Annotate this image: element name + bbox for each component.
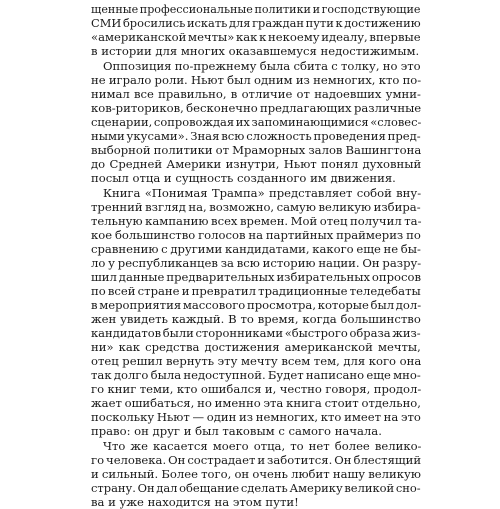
- paragraph-first-line: Оппозиция по-прежнему была сбита с толку, но это: [103, 58, 421, 73]
- text-line: го человека. Он сострадает и заботится. Он блестящий: [91, 453, 422, 468]
- text-line: право: он друг и был таковым с самого начала.: [91, 424, 382, 439]
- text-line: нимал все правильно, в отличие от надоевших умни-: [91, 86, 421, 101]
- text-line: го книг теми, кто ошибался и, честно говоря, продол-: [91, 382, 422, 397]
- text-line: щенные профессиональные политики и господствующие: [91, 2, 421, 16]
- paragraph-first-line: Что же касается моего отца, то нет более велико-: [103, 439, 422, 454]
- text-line: ков-риториков, бесконечно предлагающих различные: [91, 100, 422, 115]
- text-line: шил данные предварительных избирательных опросов: [91, 270, 422, 285]
- text-line: «американской мечты» как к некоему идеалу, впервые: [91, 30, 421, 45]
- text-line: сравнению с другими кандидатами, какого еще не бы-: [91, 242, 421, 256]
- text-line: ными укусами». Зная всю сложность проведения пред-: [91, 129, 421, 143]
- text-line: в мероприятия массового просмотра, которые был дол-: [91, 298, 422, 313]
- text-line: и сильный. Более того, он очень любит нашу великую: [91, 467, 421, 482]
- text-line: выборной политики от Мраморных залов Вашингтона: [91, 143, 422, 157]
- text-line: СМИ бросились искать для граждан пути к достижению: [91, 16, 421, 30]
- text-line: отец решил вернуть эту мечту всем тем, для кого она: [91, 354, 422, 369]
- text-line: тельную кампанию всех времен. Мой отец получил та-: [91, 213, 422, 228]
- paragraph-first-line: Книга «Понимая Трампа» представляет собой вну-: [103, 185, 422, 200]
- text-line: сценарии, сопровождая их запоминающимися «словес-: [91, 115, 422, 129]
- text-line: так долго была недоступной. Будет написано еще мно-: [91, 368, 421, 383]
- text-line: ва и уже находится на этом пути!: [91, 495, 299, 509]
- text-line: ни» как средства достижения американской мечты,: [91, 340, 421, 355]
- text-line: по всей стране и превратил традиционные теледебаты: [91, 284, 421, 299]
- text-line: кандидатов были сторонниками «быстрого образа жиз-: [91, 326, 421, 341]
- text-line: жает ошибаться, но именно эта книга стоит отдельно,: [91, 396, 421, 411]
- text-line: посыл отца и сущность созданного им движения.: [91, 171, 396, 186]
- text-line: страну. Он дал обещание сделать Америку великой сно-: [91, 481, 421, 496]
- text-line: не играло роли. Ньют был одним из немногих, кто по-: [91, 72, 422, 87]
- text-line: в истории для многих оказавшемуся недостижимым.: [91, 44, 420, 59]
- text-line: жен увидеть каждый. В то время, когда большинство: [91, 312, 421, 327]
- text-line: до Средней Америки изнутри, Ньют понял духовный: [91, 157, 422, 172]
- text-line: кое большинство голосов на партийных праймериз по: [91, 227, 421, 242]
- text-line: тренний взгляд на, возможно, самую великую избира-: [91, 199, 421, 214]
- text-line: поскольку Ньют — один из немногих, кто имеет на это: [91, 410, 421, 425]
- text-line: ло у республиканцев за всю историю нации. Он разру-: [91, 256, 422, 270]
